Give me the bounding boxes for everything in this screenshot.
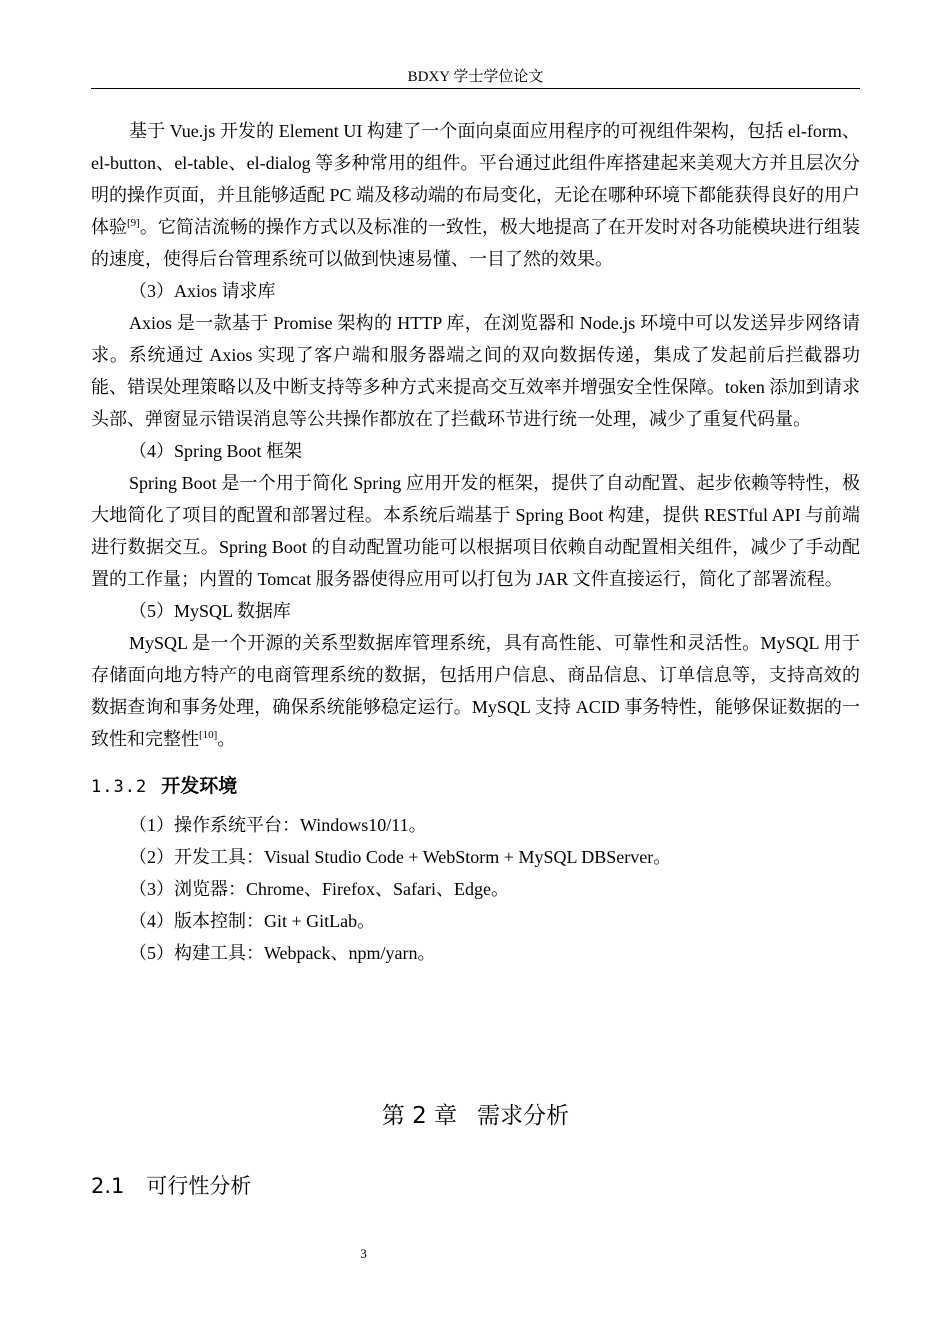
env-item: （3）浏览器：Chrome、Firefox、Safari、Edge。: [129, 879, 509, 899]
header-rule: [91, 88, 860, 89]
paragraph-spring-boot: Spring Boot 是一个用于简化 Spring 应用开发的框架，提供了自动配置、起步依赖等特性，极大地简化了项目的配置和部署过程。本系统后端基于 Spring Boot 构建，提供 RESTful API 与前端进行数据交互。Spring Boot 的自动配置功能可以根据项目依赖自动配置相关组件，减少了手动配置的工作量；内置的 Tomcat 服务器使得应用可以打包为 JAR 文件直接运行，简化了部署流程。: [91, 473, 860, 589]
paragraph-mysql: [91, 627, 860, 755]
env-item: （4）版本控制：Git + GitLab。: [129, 911, 376, 931]
item-heading-axios: （3）Axios 请求库: [129, 281, 276, 301]
paragraph-text: 。它简洁流畅的操作方式以及标准的一致性，极大地提高了在开发时对各功能模块进行组装的速度，使得后台管理系统可以做到快速易懂、一目了然的效果。: [91, 217, 861, 269]
subsection-number: 1.3.2: [91, 777, 148, 797]
page-number: 3: [360, 1246, 367, 1261]
citation-10: [10]: [199, 729, 218, 741]
paragraph-text: 基于 Vue.js 开发的 Element UI 构建了一个面向桌面应用程序的可视组件架构，包括 el-form、el-button、el-table、el-dialog 等多种常用的组件。平台通过此组件库搭建起来美观大方并且层次分明的操作页面，并且能够适配 PC 端及移动端的布局变化，无论在哪种环境下都能获得良好的用户体验: [91, 121, 861, 237]
chapter-title: 需求分析: [477, 1103, 570, 1129]
item-heading-spring-boot: （4）Spring Boot 框架: [129, 441, 303, 461]
item-heading-mysql: （5）MySQL 数据库: [129, 601, 291, 621]
citation-9: [9]: [127, 217, 140, 229]
subsection-title: 开发环境: [161, 775, 238, 797]
section-heading: [91, 1168, 251, 1204]
section-title: 可行性分析: [146, 1174, 252, 1198]
page-body: [91, 115, 860, 969]
paragraph-axios: Axios 是一款基于 Promise 架构的 HTTP 库，在浏览器和 Node.js 环境中可以发送异步网络请求。系统通过 Axios 实现了客户端和服务器端之间的双向数据传递，集成了发起前后拦截器功能、错误处理策略以及中断支持等多种方式来提高交互效率并增强安全性保障。token 添加到请求头部、弹窗显示错误消息等公共操作都放在了拦截环节进行统一处理，减少了重复代码量。: [91, 313, 860, 429]
env-item: （1）操作系统平台：Windows10/11。: [129, 815, 427, 835]
env-item: （2）开发工具：Visual Studio Code + WebStorm + MySQL DBServer。: [129, 847, 672, 867]
running-header: BDXY 学士学位论文: [407, 69, 544, 85]
env-item: （5）构建工具：Webpack、npm/yarn。: [129, 943, 436, 963]
paragraph-text: 。: [217, 729, 236, 749]
paragraph-element-ui: [91, 115, 860, 275]
chapter-heading: [91, 1098, 860, 1134]
section-number: 2.1: [91, 1174, 125, 1198]
subsection-heading: [91, 769, 860, 804]
paragraph-text: MySQL 是一个开源的关系型数据库管理系统，具有高性能、可靠性和灵活性。MySQL 用于存储面向地方特产的电商管理系统的数据，包括用户信息、商品信息、订单信息等，支持高效的数据查询和事务处理，确保系统能够稳定运行。MySQL 支持 ACID 事务特性，能够保证数据的一致性和完整性: [91, 633, 860, 749]
chapter-number: 第 2 章: [381, 1103, 458, 1129]
